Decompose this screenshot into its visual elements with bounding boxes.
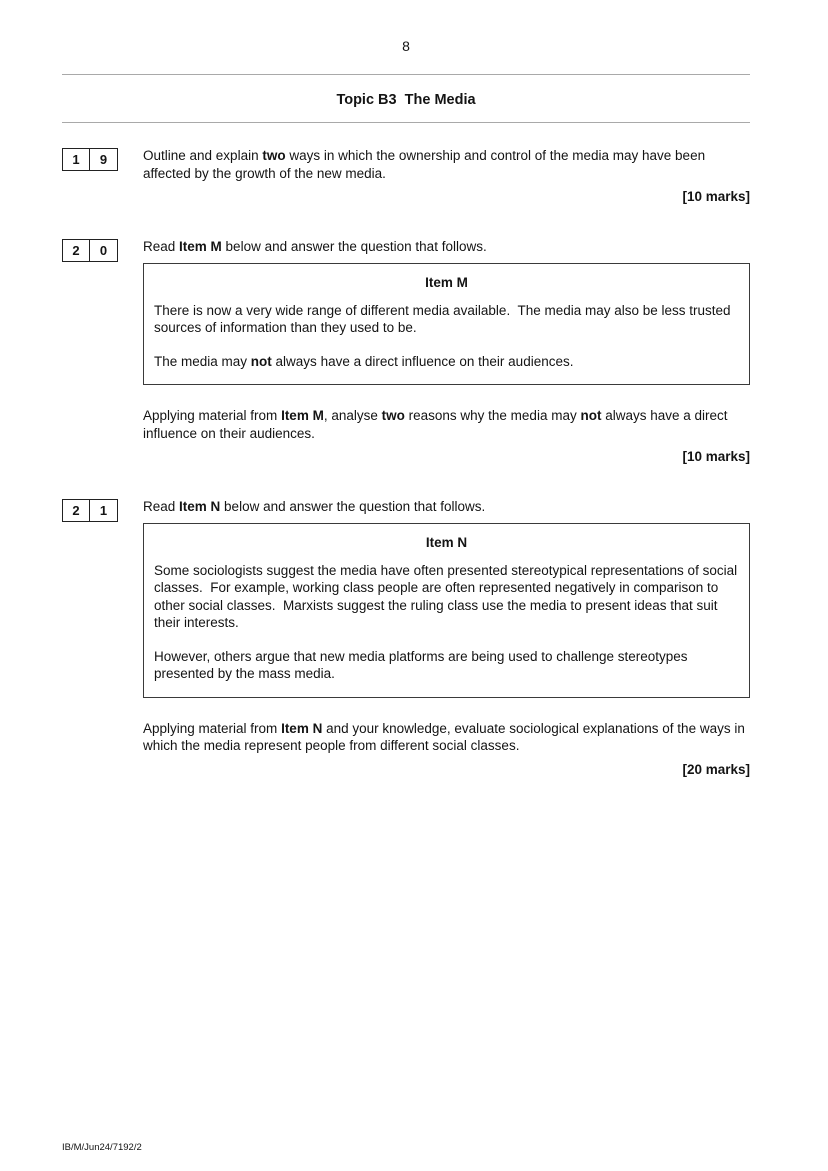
question-text: Applying material from Item M, analyse two reasons why the media may not always have a direct influence on their audiences. — [143, 408, 732, 441]
item-m-paragraph: The media may not always have a direct influence on their audiences. — [154, 353, 574, 369]
item-m-box — [143, 263, 750, 385]
question-text: Outline and explain two ways in which the ownership and control of the media may have been affected by the growth of the new media. — [143, 148, 709, 181]
question-text: Applying material from Item N and your knowledge, evaluate sociological explanations of the ways in which the media represent people from different social classes. — [143, 720, 749, 753]
question-19 — [62, 147, 750, 206]
page-number: 8 — [402, 38, 410, 54]
question-intro-text: Read Item N below and answer the question that follows. — [143, 498, 486, 514]
heading-rule — [62, 122, 750, 123]
top-rule — [62, 74, 750, 75]
question-number-digit: 1 — [90, 499, 118, 522]
question-number-digit: 2 — [62, 239, 90, 262]
question-intro-text: Read Item M below and answer the question that follows. — [143, 238, 487, 254]
question-19-body — [143, 147, 750, 206]
item-m-title: Item M — [425, 275, 468, 290]
question-20 — [62, 238, 750, 466]
marks-label: [10 marks] — [682, 189, 750, 204]
item-n-title: Item N — [425, 535, 468, 550]
question-number-digit: 9 — [90, 148, 118, 171]
question-21-body — [143, 498, 750, 779]
item-n-paragraph: Some sociologists suggest the media have often presented stereotypical representations of social classes. For example, working class people are often represented negatively in comparison to other social classes. Marxists suggest the ruling class use the media to present ideas that suit their interests. — [154, 562, 741, 630]
question-number-digit: 0 — [90, 239, 118, 262]
item-n-paragraph: However, others argue that new media platforms are being used to challenge stereotypes presented by the mass media. — [154, 648, 692, 681]
question-21 — [62, 498, 750, 779]
question-20-number-box — [62, 239, 118, 262]
footer-reference: IB/M/Jun24/7192/2 — [62, 1142, 142, 1153]
question-number-digit: 2 — [62, 499, 90, 522]
marks-label: [20 marks] — [682, 761, 750, 777]
question-20-body — [143, 238, 750, 466]
item-m-paragraph: There is now a very wide range of different media available. The media may also be less trusted sources of information than they used to be. — [154, 302, 735, 335]
topic-heading: Topic B3 The Media — [336, 92, 476, 108]
question-number-digit: 1 — [62, 148, 90, 171]
marks-label: [10 marks] — [682, 449, 750, 464]
question-19-number-box — [62, 148, 118, 171]
item-n-box — [143, 523, 750, 698]
question-21-number-box — [62, 499, 118, 522]
